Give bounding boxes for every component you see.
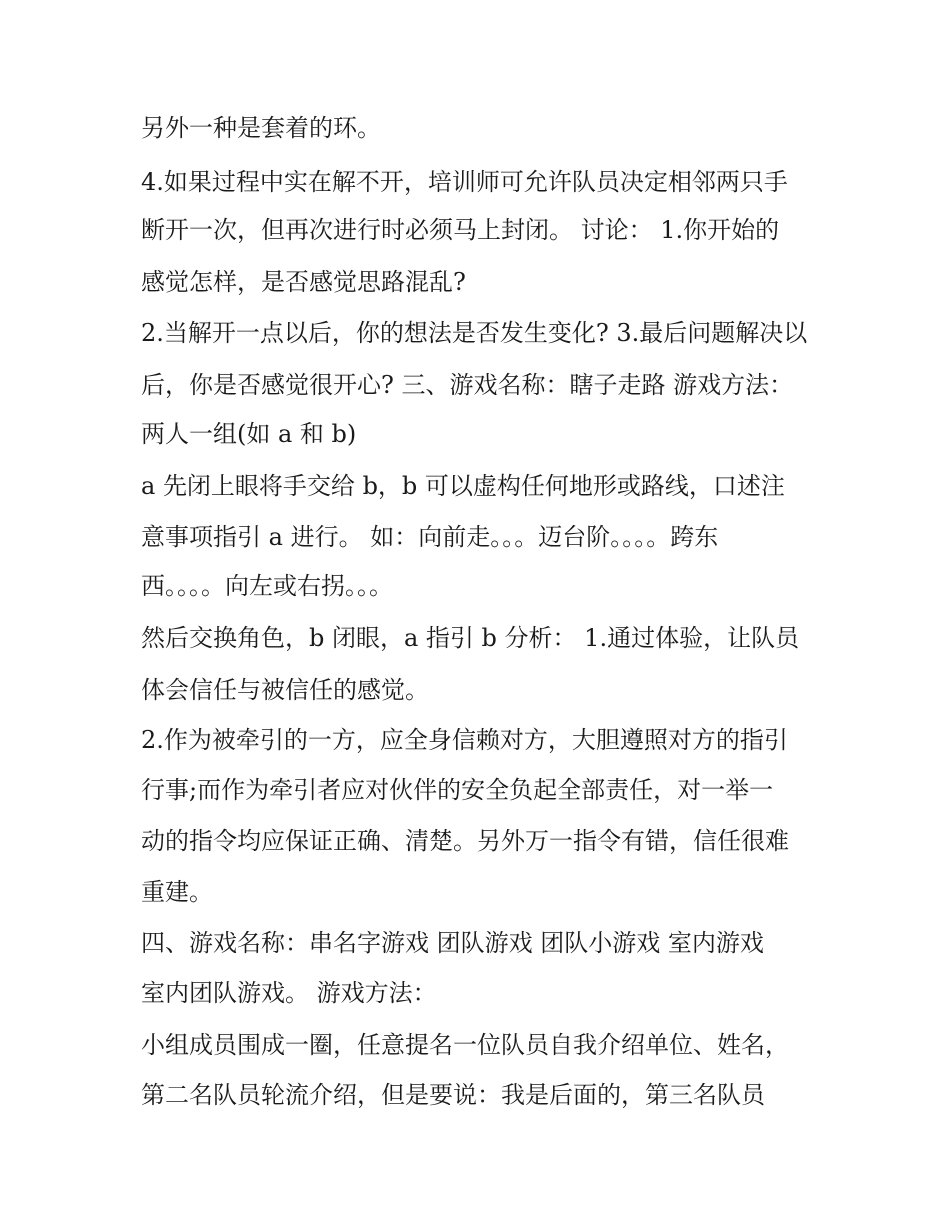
- text-line: 小组成员围成一圈，任意提名一位队员自我介绍单位、姓名，: [141, 1031, 789, 1059]
- text-line: 四、游戏名称：串名字游戏 团队游戏 团队小游戏 室内游戏: [141, 929, 764, 957]
- text-line: 断开一次，但再次进行时必须马上封闭。 讨论： 1.你开始的: [141, 216, 780, 244]
- text-line: 体会信任与被信任的感觉。: [141, 676, 429, 704]
- text-line: 2.作为被牵引的一方，应全身信赖对方，大胆遵照对方的指引: [141, 726, 788, 754]
- text-line: 后，你是否感觉很开心? 三、游戏名称：瞎子走路 游戏方法：: [141, 371, 794, 399]
- text-line: 2.当解开一点以后，你的想法是否发生变化? 3.最后问题解决以: [141, 319, 808, 347]
- text-line: a 先闭上眼将手交给 b，b 可以虚构任何地形或路线，口述注: [141, 472, 785, 500]
- text-line: 第二名队员轮流介绍，但是要说：我是后面的，第三名队员: [141, 1081, 765, 1109]
- text-line: 室内团队游戏。 游戏方法：: [141, 979, 437, 1007]
- text-line: 感觉怎样，是否感觉思路混乱?: [141, 268, 466, 296]
- text-line: 4.如果过程中实在解不开，培训师可允许队员决定相邻两只手: [141, 168, 788, 196]
- text-line: 然后交换角色，b 闭眼，a 指引 b 分析： 1.通过体验，让队员: [141, 624, 800, 652]
- text-line: 另外一种是套着的环。: [141, 114, 381, 142]
- text-line: 动的指令均应保证正确、清楚。另外万一指令有错，信任很难: [141, 827, 789, 855]
- text-line: 西。。。。向左或右拐。。。: [141, 572, 393, 600]
- text-line: 重建。: [141, 878, 213, 906]
- text-line: 行事;而作为牵引者应对伙伴的安全负起全部责任，对一举一: [141, 776, 774, 804]
- text-line: 意事项指引 a 进行。 如：向前走。。。迈台阶。。。。跨东: [141, 523, 719, 551]
- text-line: 两人一组(如 a 和 b): [141, 420, 357, 448]
